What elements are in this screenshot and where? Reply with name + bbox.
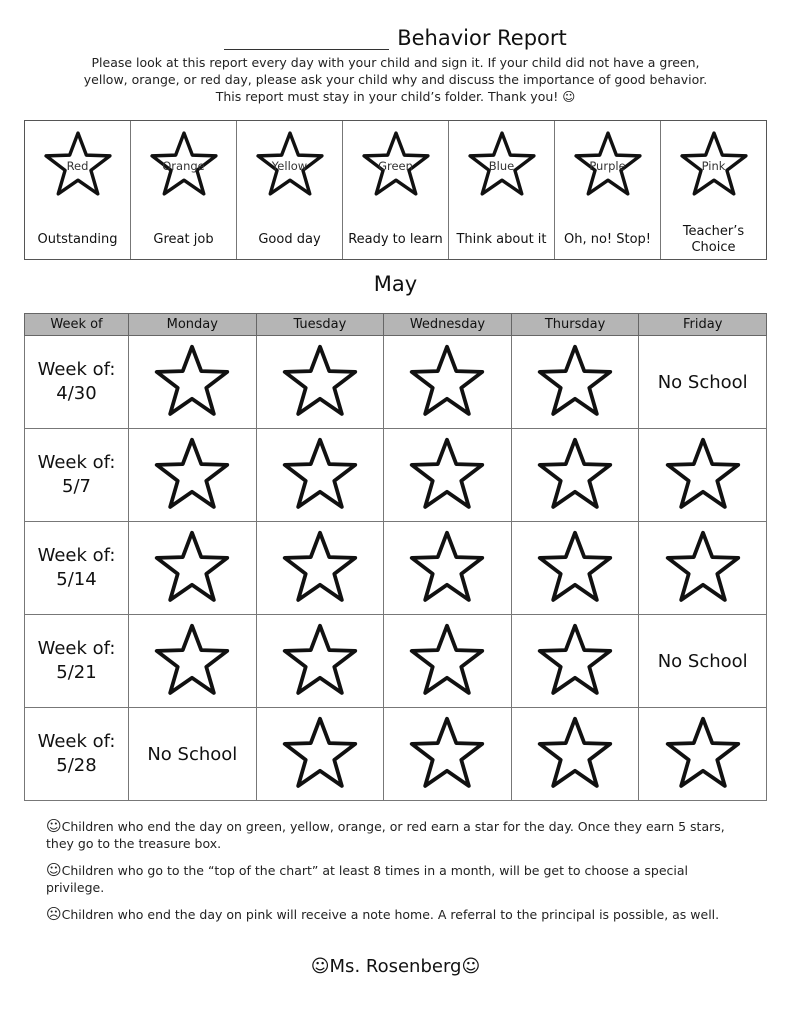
note-item (46, 906, 746, 923)
note-item (46, 818, 746, 852)
star-icon (661, 433, 745, 517)
day-cell (511, 429, 639, 522)
name-blank-line (224, 29, 389, 50)
legend-meaning: Outstanding (37, 232, 118, 247)
note-text: Children who go to the “top of the chart” at least 8 times in a month, will be get to choose a special privilege. (46, 863, 689, 895)
star-icon (150, 433, 234, 517)
intro-line-2: yellow, orange, or red day, please ask your child why and discuss the importance of good behavior. (83, 72, 708, 87)
legend-meaning: Oh, no! Stop! (563, 232, 652, 247)
note-text: Children who end the day on green, yellow, orange, or red earn a star for the day. Once they earn 5 stars, they go to the treasure box. (46, 819, 725, 851)
teacher-signature: ☺Ms. Rosenberg☺ (310, 956, 481, 977)
table-row (25, 336, 767, 429)
note-text: Children who end the day on pink will receive a note home. A referral to the principal is possible, as well. (61, 907, 720, 922)
star-icon (405, 619, 489, 703)
star-icon (405, 433, 489, 517)
week-label-top: Week of: (37, 731, 116, 752)
legend-color-name: Green (378, 159, 413, 173)
day-cell (256, 708, 384, 801)
week-label-date: 5/7 (62, 476, 91, 497)
week-label-top: Week of: (37, 452, 116, 473)
star-icon (150, 526, 234, 610)
legend-cell (661, 121, 766, 259)
legend-color-name: Red (66, 159, 89, 173)
legend-meaning: Good day (258, 232, 321, 247)
table-row (25, 708, 767, 801)
star-icon (533, 712, 617, 796)
star-icon (533, 433, 617, 517)
day-cell (384, 336, 512, 429)
legend-meaning: Ready to learn (348, 232, 443, 247)
legend-meaning: Think about it (456, 232, 547, 247)
day-cell (511, 522, 639, 615)
day-cell (639, 429, 767, 522)
week-label (25, 429, 129, 522)
star-icon (278, 433, 362, 517)
legend-color-name: Yellow (271, 159, 308, 173)
day-cell (511, 615, 639, 708)
star-icon (533, 526, 617, 610)
day-cell (256, 429, 384, 522)
day-cell (639, 708, 767, 801)
legend-color-name: Purple (589, 159, 626, 173)
legend-cell (131, 121, 237, 259)
week-label-top: Week of: (37, 359, 116, 380)
smiley-icon: ☺ (46, 817, 62, 835)
day-cell (639, 522, 767, 615)
star-icon (278, 712, 362, 796)
column-header: Friday (639, 314, 767, 336)
calendar-header-row (25, 314, 767, 336)
day-cell (384, 429, 512, 522)
day-cell (129, 336, 257, 429)
day-cell (129, 429, 257, 522)
day-cell (511, 708, 639, 801)
star-icon (278, 526, 362, 610)
legend-color-name: Orange (162, 159, 205, 173)
legend-meaning: Great job (153, 232, 214, 247)
star-icon (533, 340, 617, 424)
legend-cell (25, 121, 131, 259)
star-icon (150, 340, 234, 424)
column-header: Thursday (511, 314, 639, 336)
frown-icon: ☹ (46, 905, 62, 923)
day-cell (256, 336, 384, 429)
legend-color-name: Blue (488, 159, 515, 173)
week-label-date: 5/14 (56, 569, 97, 590)
legend-color-name: Pink (701, 159, 726, 173)
star-icon (405, 712, 489, 796)
intro-line-3: This report must stay in your child’s folder. Thank you! ☺ (215, 89, 576, 104)
legend-cell (555, 121, 661, 259)
week-label-top: Week of: (37, 638, 116, 659)
column-header: Week of (25, 314, 129, 336)
week-label-date: 4/30 (56, 383, 97, 404)
week-label-top: Week of: (37, 545, 116, 566)
no-school-cell: No School (639, 336, 767, 429)
week-label-date: 5/28 (56, 755, 97, 776)
smiley-icon: ☺ (46, 861, 62, 879)
table-row (25, 522, 767, 615)
report-title-row (0, 26, 791, 50)
intro-line-1: Please look at this report every day with your child and sign it. If your child did not have a green, (91, 55, 700, 70)
day-cell (384, 522, 512, 615)
week-label (25, 708, 129, 801)
star-icon (405, 526, 489, 610)
no-school-cell: No School (129, 708, 257, 801)
month-heading: May (373, 272, 418, 296)
table-row (25, 429, 767, 522)
star-icon (533, 619, 617, 703)
week-label-date: 5/21 (56, 662, 97, 683)
legend-cell (449, 121, 555, 259)
day-cell (511, 336, 639, 429)
star-icon (661, 526, 745, 610)
week-label (25, 615, 129, 708)
day-cell (129, 522, 257, 615)
column-header: Wednesday (384, 314, 512, 336)
day-cell (256, 615, 384, 708)
no-school-cell: No School (639, 615, 767, 708)
star-icon (278, 619, 362, 703)
star-icon (278, 340, 362, 424)
week-label (25, 336, 129, 429)
star-icon (661, 712, 745, 796)
day-cell (384, 708, 512, 801)
week-label (25, 522, 129, 615)
star-icon (405, 340, 489, 424)
intro-text (40, 54, 751, 105)
day-cell (256, 522, 384, 615)
notes-section (46, 818, 746, 933)
behavior-calendar (24, 313, 767, 801)
color-legend (24, 120, 767, 260)
table-row (25, 615, 767, 708)
column-header: Monday (129, 314, 257, 336)
day-cell (129, 615, 257, 708)
day-cell (384, 615, 512, 708)
column-header: Tuesday (256, 314, 384, 336)
note-item (46, 862, 746, 896)
page-title: Behavior Report (397, 26, 567, 50)
legend-cell (237, 121, 343, 259)
star-icon (150, 619, 234, 703)
legend-meaning: Teacher’s Choice (682, 224, 745, 255)
legend-cell (343, 121, 449, 259)
